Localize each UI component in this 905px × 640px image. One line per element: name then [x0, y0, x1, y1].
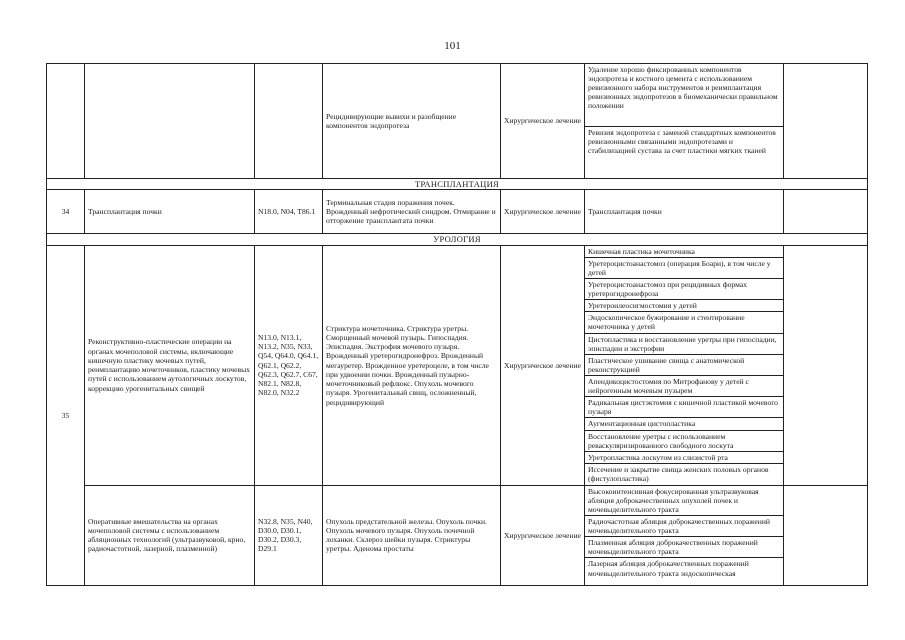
- codes-cell: [255, 64, 323, 179]
- treatment-cell: Хирургическое лечение: [501, 485, 585, 585]
- treatment-cell: Хирургическое лечение: [501, 190, 585, 234]
- method-item: Плазменная абляция доброкачественных поражений мочевыделительного тракта: [585, 537, 783, 558]
- name-cell: Реконструктивно-пластические операции на органах мочеполовой системы, включающие кишечную пластику мочевых путей, реимплантацию мочеточников, пластику мочевых путей с использованием аутологичных лоскутов, коррекцию урогенитальных свищей: [85, 245, 255, 485]
- method-item: Уретероцистоанастомоз при рецидивных формах уретерогидронефроза: [585, 279, 783, 300]
- method-item: Удаление хорошо фиксированных компонентов эндопротеза и костного цемента с использованием ревизионного набора инструментов и реимплантация ревизионных эндопротезов в биомеханически правильном положении: [585, 64, 783, 127]
- method-item: Апендикоцистостомия по Митрофанову у детей с нейрогенным мочевым пузырем: [585, 376, 783, 397]
- methods-cell: [585, 485, 784, 585]
- section-title: УРОЛОГИЯ: [47, 234, 868, 245]
- codes-cell: N13.0, N13.1, N13.2, N35, N33, Q54, Q64.0, Q64.1, Q62.1, Q62.2, Q62.3, Q62.7, C67, N82.1, N82.8, N82.0, N32.2: [255, 245, 323, 485]
- methods-list: [585, 486, 783, 579]
- number-cell: [47, 64, 85, 179]
- table-row: [47, 190, 868, 234]
- name-cell: Оперативные вмешательства на органах мочеполовой системы с использованием абляционных технологий (ультразвуковой, крио, радиочастотной, лазерной, плазменной): [85, 485, 255, 585]
- extra-cell: [784, 245, 868, 485]
- method-item: Эндоскопическое бужирование и стентирование мочеточника у детей: [585, 312, 783, 333]
- method-item: Уретероилеосигмостомия у детей: [585, 300, 783, 312]
- method-cell: Трансплантация почки: [585, 190, 784, 234]
- extra-cell: [784, 485, 868, 585]
- method-item: Лазерная абляция доброкачественных поражений мочевыделительного тракта эндоскопическая: [588, 559, 749, 578]
- condition-cell: Опухоль предстательной железы. Опухоль почки. Опухоль мочевого пузыря. Опухоль почечной лоханки. Склероз шейки пузыря. Стриктуры уретры. Аденома простаты: [323, 485, 501, 585]
- section-header-urology: [47, 234, 868, 245]
- method-item: Кишечная пластика мочеточника: [585, 246, 783, 258]
- methods-list: [585, 64, 783, 169]
- codes-cell: N32.8, N35, N40, D30.0, D30.1, D30.2, D30.3, D29.1: [255, 485, 323, 585]
- section-header-transplant: [47, 179, 868, 190]
- condition-cell: Терминальная стадия поражения почек. Врожденный нефротический синдром. Отмирание и отторжение трансплантата почки: [323, 190, 501, 234]
- name-cell: [85, 64, 255, 179]
- row-number: 34: [47, 190, 85, 234]
- method-item: Пластическое ушивание свища с анатомической реконструкцией: [585, 354, 783, 375]
- codes-cell: N18.0, N04, T86.1: [255, 190, 323, 234]
- method-item: Цистопластика и восстановление уретры при гипоспадии, эписпадии и экстрофии: [585, 333, 783, 354]
- medical-care-table: [46, 63, 868, 586]
- condition-cell: Рецидивирующие вывихи и разобщение компонентов эндопротеза: [323, 64, 501, 179]
- table-row: [47, 64, 868, 179]
- extra-cell: [784, 64, 868, 179]
- method-item: Уретероцистоанастомоз (операция Боари), в том числе у детей: [585, 257, 783, 278]
- method-item: Ревизия эндопротеза с заменой стандартных компонентов ревизионными связанными эндопротезами и стабилизацией сустава за счет пластики мягких тканей: [588, 128, 776, 156]
- page-number: 101: [444, 40, 461, 52]
- table-row: [47, 245, 868, 485]
- extra-cell: [784, 190, 868, 234]
- row-number: 35: [47, 245, 85, 585]
- methods-list: [585, 246, 783, 484]
- methods-cell: [585, 64, 784, 179]
- method-item: Восстановление уретры с использованием реваскуляризированного свободного лоскута: [585, 430, 783, 451]
- method-item: Высокоинтенсивная фокусированная ультразвуковая абляция доброкачественных опухолей почек и мочевыделительного тракта: [585, 486, 783, 516]
- method-item: Аугментационная цистопластика: [585, 418, 783, 430]
- method-item: Уретропластика лоскутом из слизистой рта: [585, 451, 783, 463]
- method-item: Иссечение и закрытие свища женских половых органов (фистулопластика): [588, 464, 769, 484]
- table-row: [47, 485, 868, 585]
- condition-cell: Стриктура мочеточника. Стриктура уретры. Сморщенный мочевой пузырь. Гипоспадия. Эписпадия. Экстрофия мочевого пузыря. Врожденный уретерогидронефроз. Врожденный мегауретер. Врожденное уретероцеле, в том числе при удвоении почки. Врожденный пузырно-мочеточниковый рефлюкс. Опухоль мочевого пузыря. Урогенитальный свищ, осложненный, рецидивирующий: [323, 245, 501, 485]
- method-item: Радикальная цистэктомия с кишечной пластикой мочевого пузыря: [585, 397, 783, 418]
- methods-cell: [585, 245, 784, 485]
- section-title: ТРАНСПЛАНТАЦИЯ: [47, 179, 868, 190]
- treatment-cell: Хирургическое лечение: [501, 64, 585, 179]
- treatment-cell: Хирургическое лечение: [501, 245, 585, 485]
- method-item: Радиочастотная абляция доброкачественных поражений мочевыделительного тракта: [585, 516, 783, 537]
- name-cell: Трансплантация почки: [85, 190, 255, 234]
